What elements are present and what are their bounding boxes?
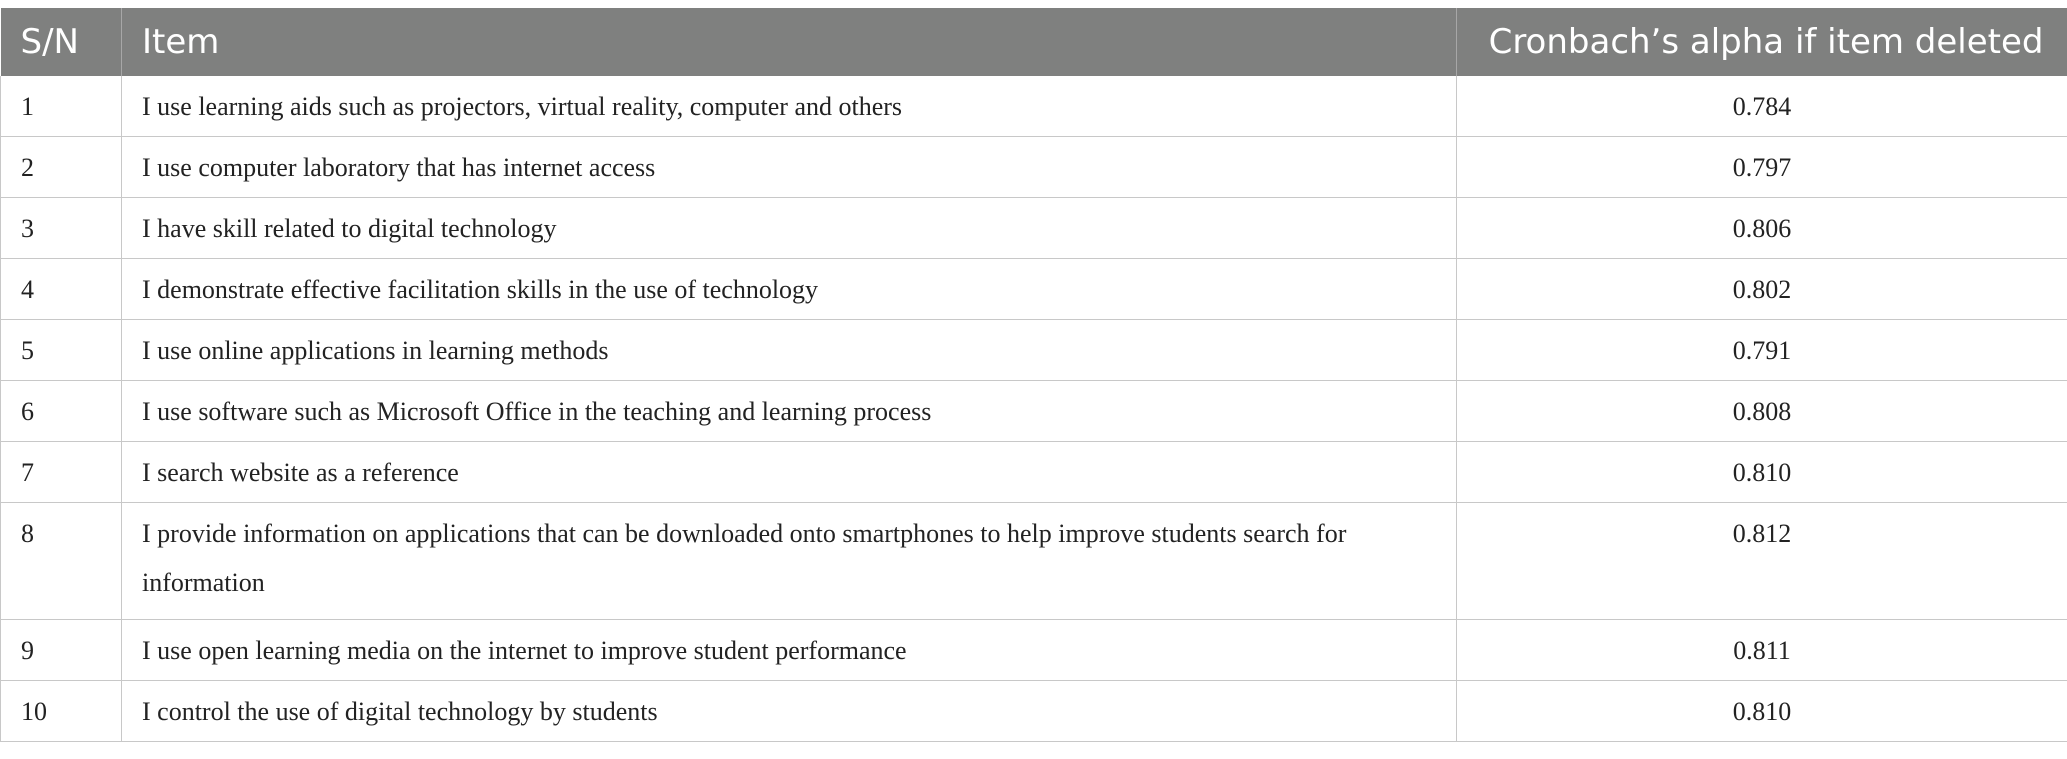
cell-sn: 10 (1, 681, 122, 742)
column-header-sn: S/N (1, 8, 122, 76)
table-row (1, 503, 2067, 620)
header-row (1, 8, 2067, 76)
cell-sn: 3 (1, 198, 122, 259)
cell-item: I search website as a reference (122, 442, 1457, 503)
cell-sn: 8 (1, 503, 122, 620)
table-header (1, 8, 2067, 76)
cell-sn: 5 (1, 320, 122, 381)
cell-alpha: 0.810 (1457, 681, 2067, 742)
cell-item: I demonstrate effective facilitation skills in the use of technology (122, 259, 1457, 320)
cell-sn: 9 (1, 620, 122, 681)
cell-alpha: 0.802 (1457, 259, 2067, 320)
reliability-table-container (0, 8, 2067, 742)
table-row (1, 137, 2067, 198)
cell-item: I use software such as Microsoft Office in the teaching and learning process (122, 381, 1457, 442)
column-header-item: Item (122, 8, 1457, 76)
table-row (1, 76, 2067, 137)
table-row (1, 259, 2067, 320)
table-row (1, 681, 2067, 742)
table-row (1, 620, 2067, 681)
cell-alpha: 0.808 (1457, 381, 2067, 442)
table-row (1, 198, 2067, 259)
cell-item: I use open learning media on the internet to improve student performance (122, 620, 1457, 681)
cell-alpha: 0.810 (1457, 442, 2067, 503)
cell-sn: 6 (1, 381, 122, 442)
cell-alpha: 0.812 (1457, 503, 2067, 620)
cell-alpha: 0.806 (1457, 198, 2067, 259)
table-row (1, 381, 2067, 442)
cell-item: I have skill related to digital technology (122, 198, 1457, 259)
cell-alpha: 0.797 (1457, 137, 2067, 198)
column-header-alpha: Cronbach’s alpha if item deleted (1457, 8, 2067, 76)
cell-sn: 7 (1, 442, 122, 503)
cell-item: I provide information on applications that can be downloaded onto smartphones to help improve students search for information (122, 503, 1457, 620)
cell-item: I use learning aids such as projectors, virtual reality, computer and others (122, 76, 1457, 137)
cell-sn: 1 (1, 76, 122, 137)
cell-item: I use computer laboratory that has internet access (122, 137, 1457, 198)
reliability-table (0, 8, 2067, 742)
cell-item: I control the use of digital technology by students (122, 681, 1457, 742)
cell-sn: 2 (1, 137, 122, 198)
cell-sn: 4 (1, 259, 122, 320)
table-body (1, 76, 2067, 742)
cell-alpha: 0.811 (1457, 620, 2067, 681)
table-row (1, 320, 2067, 381)
cell-item: I use online applications in learning methods (122, 320, 1457, 381)
table-row (1, 442, 2067, 503)
cell-alpha: 0.791 (1457, 320, 2067, 381)
cell-alpha: 0.784 (1457, 76, 2067, 137)
